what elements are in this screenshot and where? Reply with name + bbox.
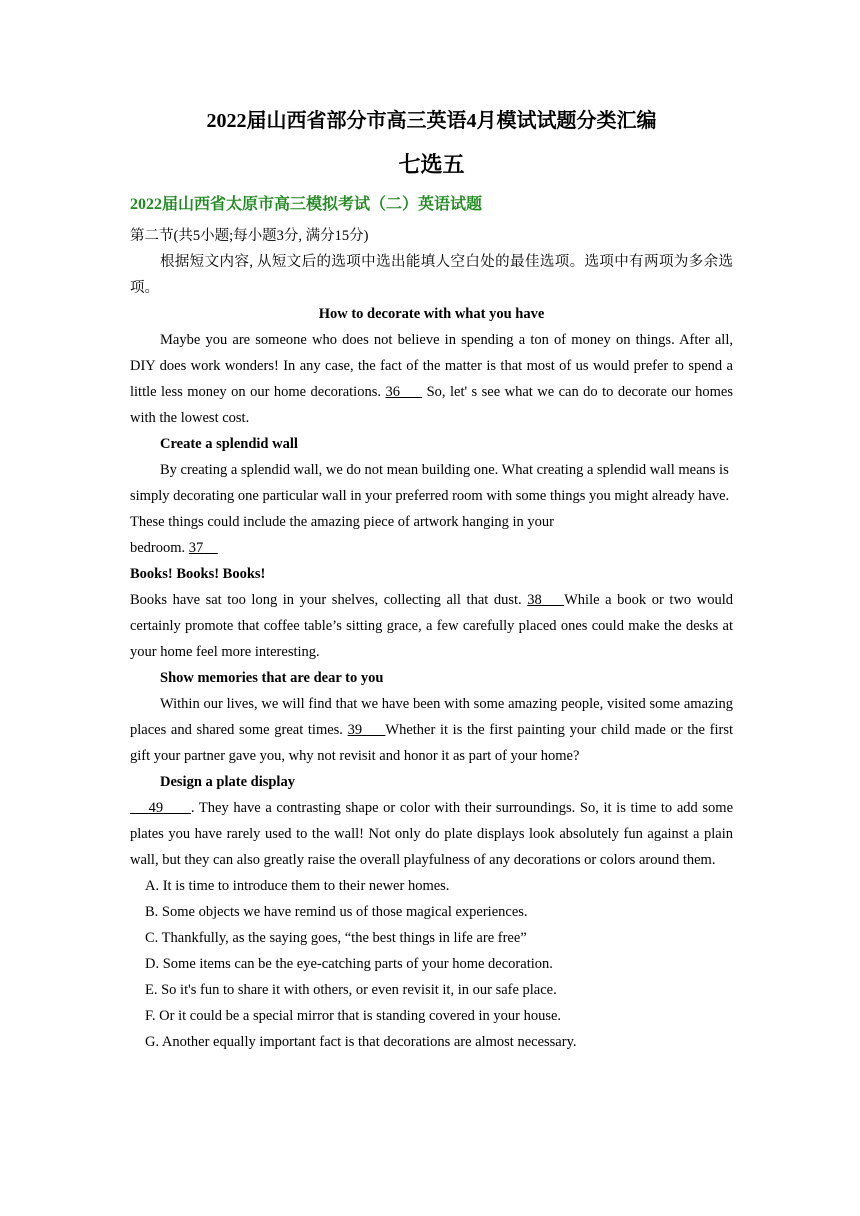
paragraph-3-text-a: Books have sat too long in your shelves, collecting all that dust.	[130, 592, 528, 608]
document-body	[130, 223, 733, 1055]
option-g: G. Another equally important fact is that decorations are almost necessary.	[145, 1034, 577, 1050]
option-e: E. So it's fun to share it with others, or even revisit it, in our safe place.	[145, 982, 557, 998]
heading-memories: Show memories that are dear to you	[160, 670, 384, 686]
paragraph-4	[130, 691, 733, 769]
heading-plate-display: Design a plate display	[160, 774, 295, 790]
blank-38: 38	[527, 592, 542, 608]
paragraph-1-text-b: So, let' s see what we can do to decorate our homes with the lowest cost.	[130, 384, 734, 426]
blank-37: 37	[188, 540, 204, 556]
option-c: C. Thankfully, as the saying goes, “the best things in life are free”	[145, 930, 527, 946]
paragraph-2-end	[130, 535, 733, 561]
paragraph-1	[130, 327, 733, 431]
blank-36: 36	[385, 384, 400, 400]
passage-title: How to decorate with what you have	[318, 306, 545, 322]
blank-40: 49	[148, 800, 164, 816]
document-subtitle: 七选五	[398, 152, 465, 177]
paragraph-5-text: . They have a contrasting shape or color with their surroundings. So, it is time to add some plates you have rarely used to the wall! Not only do plate displays look absolutely fun against a plain wall, but they can also greatly raise the overall playfulness of any decorations or colors around them.	[130, 800, 734, 868]
blank-39: 39	[347, 722, 363, 738]
paragraph-2: By creating a splendid wall, we do not mean building one. What creating a splendid wall means is simply decorating one particular wall in your preferred room with some things you might already have. These things could include the amazing piece of artwork hanging in your	[130, 462, 730, 530]
option-d: D. Some items can be the eye-catching parts of your home decoration.	[145, 956, 553, 972]
paragraph-4-text-b: Whether it is the first painting your child made or the first gift your partner gave you, why not revisit and honor it as part of your home?	[130, 722, 733, 764]
paragraph-3-text-b: While a book or two would certainly promote that coffee table’s sitting grace, a few carefully placed ones could make the desks at your home feel more interesting.	[130, 592, 733, 660]
document-title: 2022届山西省部分市高三英语4月模试试题分类汇编	[206, 110, 657, 132]
heading-splendid-wall: Create a splendid wall	[160, 436, 298, 452]
paragraph-5	[130, 795, 733, 873]
option-b: B. Some objects we have remind us of those magical experiences.	[145, 904, 528, 920]
instructions: 根据短文内容, 从短文后的选项中选出能填人空白处的最佳选项。选项中有两项为多余选项。	[130, 254, 733, 296]
paragraph-3	[130, 587, 733, 665]
paragraph-4-text-a: Within our lives, we will find that we have been with some amazing people, visited some amazing places and shared some great times.	[130, 696, 733, 738]
section-heading: 2022届山西省太原市高三模拟考试（二）英语试题	[130, 196, 483, 213]
paragraph-2-text-b: bedroom.	[130, 540, 189, 556]
option-a: A. It is time to introduce them to their newer homes.	[145, 878, 450, 894]
heading-books: Books! Books! Books!	[130, 566, 266, 582]
option-f: F. Or it could be a special mirror that is standing covered in your house.	[145, 1008, 562, 1024]
part-info: 第二节(共5小题;每小题3分, 满分15分)	[130, 228, 369, 244]
paragraph-1-text-a: Maybe you are someone who does not believe in spending a ton of money on things. After all, DIY does work wonders! In any case, the fact of the matter is that most of us would prefer to spend a little less money on our home decorations.	[130, 332, 733, 400]
